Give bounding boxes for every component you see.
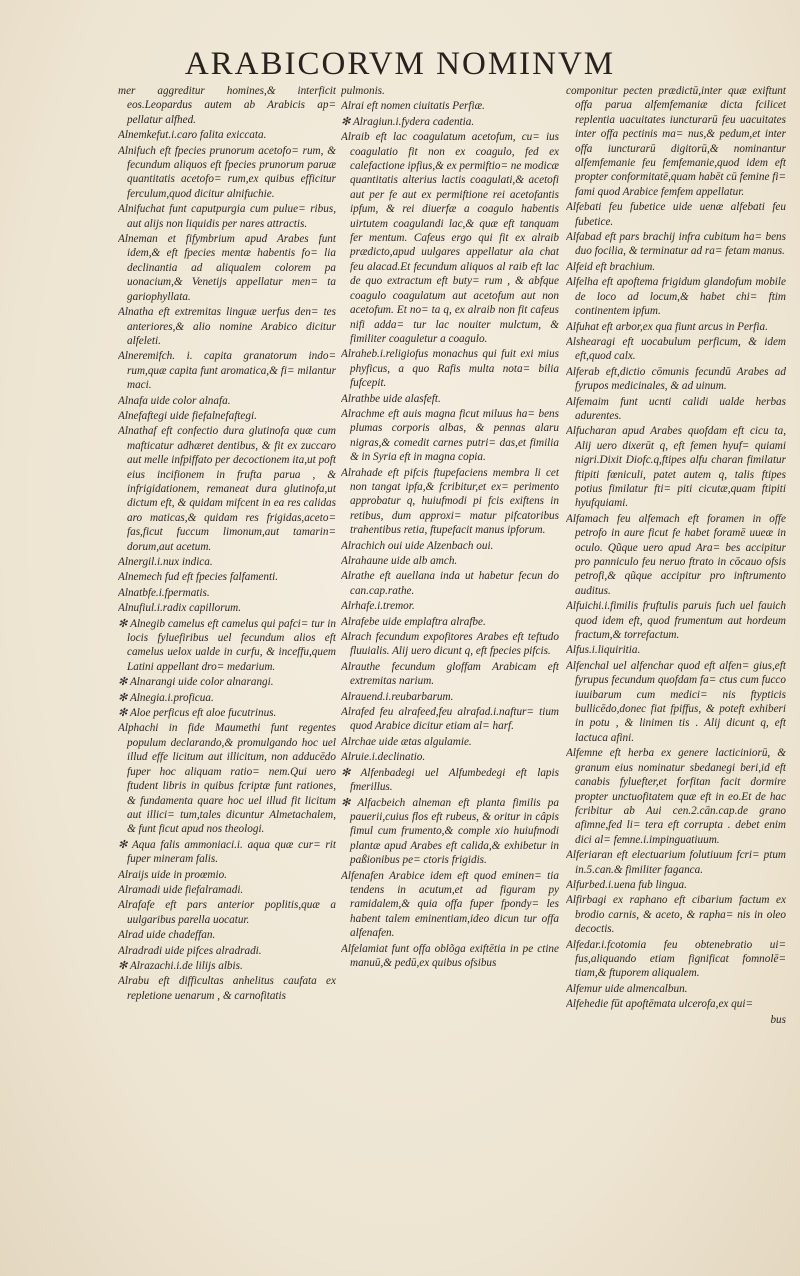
dictionary-entry: Alnemech fud eft fpecies falfamenti.: [118, 571, 278, 584]
dictionary-entry: Alruie.i.declinatio.: [341, 751, 426, 764]
dictionary-entry: Alrafebe uide emplaftra alrafbe.: [341, 615, 486, 628]
dictionary-entry: Alfuichi.i.fimilis fruftulis paruis fuch uel fauich quod idem eft, quod frumentum aut hordeum fractum,& torrefactum.: [566, 600, 786, 642]
dictionary-entry: Alfebati feu fubetice uide uenæ alfebati feu fubetice.: [566, 201, 786, 228]
dictionary-entry: Alfelamiat funt offa oblõga exiftētia in pe ctine manuū,& pedū,ex quibus ofsibus: [341, 942, 559, 969]
dictionary-entry: Alferab eft,dictio cōmunis fecundū Arabes ad fyrupos medicinales, & ad uinum.: [566, 365, 786, 393]
dictionary-entry: ✻ Alrazachi.i.de lilijs albis.: [118, 959, 243, 972]
dictionary-entry: Alraijs uide in proœmio.: [118, 868, 227, 881]
dictionary-entry: Alradradi uide pifces alradradi.: [118, 944, 262, 957]
dictionary-entry: Alfucharan apud Arabes quofdam eft cicu ta, Alij uero dixerūt q, eft femen hyuf= quiami nigri.Dixit Diofc.q,ftipes alfu charan fimilatur ftipiti fœniculi, patet autem q, talis ftipes potius fimilatur fti= piti cicutæ,quam ftipiti hyufquiami.: [566, 425, 786, 510]
dictionary-entry: Alfeid eft brachium.: [566, 260, 656, 273]
dictionary-entry: Alfemur uide almencalbun.: [566, 982, 688, 995]
dictionary-entry: ✻ Alfacbeich alneman eft planta fimilis pa pauerii,cuius flos eft rubeus, & oritur in câpis fimul cum frumento,& comple xio huiufmodi plantæ apud Arabes eft calida,& exhibetur in paßionibus pe= ctoris frigidis.: [341, 796, 559, 867]
dictionary-entry: ✻ Aloe perficus eft aloe fucutrinus.: [118, 707, 277, 720]
dictionary-entry: Alfehedie fūt apoftēmata ulcerofa,ex qui=: [566, 998, 754, 1011]
dictionary-entry: Alnatha eft extremitas linguæ uerfus den= tes anteriores,& alio nomine Arabico dicitur alfeleti.: [118, 306, 336, 347]
dictionary-entry: Alfuhat eft arbor,ex qua fiunt arcus in Perfia.: [566, 320, 768, 333]
dictionary-entry: Alrafed feu alrafeed,feu alrafad.i.naftur= tium quod Arabice dicitur etiam al= harf.: [341, 706, 559, 733]
dictionary-entry: Alrathbe uide alasfeft.: [341, 392, 441, 405]
text-column-middle: [341, 84, 559, 1244]
dictionary-entry: Alphachi in fide Maumethi funt regentes populum declarando,& promulgando hoc uel illud effe licitum aut illicitum, non adducēdo fuper hoc aliquam ratio= nem.Qui uero ftudent libris in quibus fcriptæ funt rationes, & fundamenta quare hoc uel illud fit licitum aut illici= tum,tales dicuntur Almetachalem, & funt ficut apud nos theologi.: [118, 722, 336, 836]
dictionary-entry: Alrachich oui uide Alzenbach oui.: [341, 539, 494, 552]
dictionary-entry: Alrach fecundum expofitores Arabes eft teftudo fluuialis. Alij uero dicunt q, eft fpecies pifcis.: [341, 631, 559, 658]
dictionary-entry: ✻ Alnegia.i.proficua.: [118, 691, 214, 704]
dictionary-entry: Alfenchal uel alfenchar quod eft alfen= gius,eft fyrupus fecundum quofdam fa= ctus cum fucco iuuibarum cum medici= nis ftypticis bullicēdo,donec fiat fpiffus, & poteft exhiberi in potu , & linimen tis . Alij dicunt q, eft lactuca afini.: [566, 659, 786, 744]
dictionary-entry: mer aggreditur homines,& interficit eos.Leopardus autem ab Arabicis ap= pellatur alfhed.: [118, 85, 336, 126]
dictionary-entry: Alrauthe fecundum gloffam Arabicam eft extremitas narium.: [341, 660, 559, 688]
dictionary-entry: Alnifuchat funt caputpurgia cum puluе= ribus, aut alijs non liquidis per nares attractis.: [118, 203, 336, 230]
dictionary-entry: Alfabad eft pars brachij infra cubitum ha= bens duo focilia, & terminatur ad ra= fetam manus.: [566, 231, 786, 258]
dictionary-entry: Alnifuch eft fpecies prunorum acetofo= rum, & fecundum aliquos eft fpecies prunorum paruæ quantitatis acetofo= rum,ex quibus efficitur ferculum,quod dicitur alnifuchie.: [118, 144, 336, 200]
page-title: ARABICORVM NOMINVM: [184, 46, 616, 82]
dictionary-entry: Alfedar.i.fcotomia feu obtenebratio ui= fus,aliquando etiam fignificat fomnolē= tiam,& ftuporem aliqualem.: [566, 938, 786, 980]
dictionary-entry: Alfemne eft herba ex genere lacticiniorū, & granum eius nominatur sbedanegi beri,id eft canabis fyluefter,et forfitan facit dormire propter unctuofitatem quæ eft in eo.Et de hac fcribitur ab Aui cen.2.cān.cap.de grano afimne,fed li= tera eft corrupta . debet enim dici al= femne.i.impinguatiuum.: [566, 747, 786, 846]
dictionary-entry: Alfemaim funt ucnti calidi ualde herbas adurentes.: [566, 395, 786, 422]
dictionary-entry: Alnufiul.i.radix capillorum.: [118, 602, 242, 615]
dictionary-entry: Alrad uide chadeffan.: [118, 929, 216, 942]
text-column-right: [566, 84, 786, 1244]
dictionary-entry: Alfirbagi ex raphano eft cibarium factum ex brodio carnis, & aceto, & rapha= nis in oleo decoctis.: [566, 894, 786, 936]
dictionary-entry: ✻ Aqua falis ammoniaci.i. aqua quæ cur= rit fuper mineram falis.: [118, 838, 336, 866]
dictionary-entry: Alrchae uide ætas algulamie.: [341, 735, 472, 748]
dictionary-entry: ✻ Alnegib camelus eft camelus qui pafci= tur in locis fyluefiribus uel fecundum alios eft camelus uelox ualde in curfu, & inceffu,quem Latini appellant dro= medarium.: [118, 617, 336, 673]
dictionary-entry: Alrathe eft auellana inda ut habetur fecun do can.cap.rathe.: [341, 570, 559, 597]
dictionary-entry: componitur pecten prædictū,inter quæ exiftunt offa parua alfemfemaniæ dicta fcilicet replentia uacuitates iuncturarū feu uacuitates inter offa pectinis ma= nus,& pedum,et inter offa iuncturarū digitorū,& nominantur alfemfemanie feu femfemanie,quod idem eft propter conformitatē,quam habēt cū femine fi= fami quod Arabice femfem appellatur.: [566, 85, 786, 198]
dictionary-entry: Alferiaran eft electuarium folutiuum fcri= ptum in.5.can.& fimiliter fagaпca.: [566, 849, 786, 876]
dictionary-entry: Alrachme eft auis magna ficut miluus ha= bens plumas corporis albas, & pennas alaru nigras,& comedit carnes putri= das,et fimilia & in Syria eft in magna copia.: [341, 407, 559, 464]
dictionary-entry: Alfelha eft apoftema frigidum glandofum mobile de loco ad locum,& habet chi= ftim continentem ipfum.: [566, 276, 786, 318]
dictionary-entry: Alrahaune uide alb amch.: [341, 555, 458, 567]
dictionary-entry: Alnathaf eft confectio dura glutinofa quæ cum mafticatur adhæret dentibus, & fit ex zuccaro aut melle infpiffato per decoctionem ita,ut poft eius incifionem in frufta parua , & infrigidationem, remaneat dura glutinofa,ut dictum eft, & quidam mifcent in ea res calidas aro maticas,& quidam res frigidas,aceto= fas,ficut fuccum limonum,aut tamarin= dorum,aut acetum.: [118, 425, 336, 553]
dictionary-entry: Alraheb.i.religiofus monachus qui fuit exi mius phyficus, a quo Rafis multa nota= bilia fufcepit.: [341, 348, 559, 390]
dictionary-entry: Alfamach feu alfemach eft foramen in offe petrofo in aure ficut fe habet foramē uueæ in oculo. Qũque uero apud Ara= bes accipitur pro panniculo feu neruo ftrato in cōcauo ofsis petrofi,& qũque accipitur pro inftrumento auditus.: [566, 512, 786, 597]
dictionary-entry: Alnatbfe.i.fpermatis.: [118, 586, 210, 599]
dictionary-entry: ✻ Alnarangi uide color alnarangi.: [118, 676, 274, 689]
dictionary-entry: Alrai eft nomen ciuitatis Perfiæ.: [341, 100, 485, 113]
dictionary-entry: ✻ Alfenbadegi uel Alfumbedegi eft lapis fmerillus.: [341, 766, 559, 794]
dictionary-entry: Alrabu eft difficultas anhelitus caufata ex repletione uenarum , & carnofitatis: [118, 975, 336, 1002]
dictionary-entry: Alfenafen Arabice idem eft quod eminen= tia tendens in acutum,et ad figuram py ramidalem,& quia offa fuper fpondy= les habent talem eminentiam,ideo dicun tur offa alfenafen.: [341, 869, 559, 940]
dictionary-entry: Alfus.i.liquiritia.: [566, 644, 641, 657]
catchword: bus: [770, 1013, 786, 1026]
dictionary-entry: Alrhafe.i.tremor.: [341, 600, 415, 613]
text-column-left: [118, 84, 336, 1244]
dictionary-entry: Alnemkefut.i.caro falita exiccata.: [118, 129, 267, 142]
dictionary-entry: ✻ Alragiun.i.fydera cadentia.: [341, 115, 475, 128]
dictionary-entry: Alneremifch. i. capita granatorum indo= rum,quæ capita funt aromatica,& fi= milantur maci.: [118, 350, 336, 392]
dictionary-entry: Alshearagi eft uocabulum perficum, & idem eft,quod calx.: [566, 335, 786, 363]
dictionary-entry: Alneman et fifymbrium apud Arabes funt idem,& eft fpecies mentæ habentis fo= lia declinantia ad aliqualem colorem pa uonacium,& Venetijs appellatur men= ta gariophyllata.: [118, 233, 336, 303]
dictionary-entry: Alfurbed.i.uena fub lingua.: [566, 878, 687, 891]
dictionary-entry: Alnergil.i.nux indica.: [118, 556, 213, 568]
dictionary-entry: Alnafa uide color alnafa.: [118, 394, 231, 407]
dictionary-entry: Alraib eft lac coagulatum acetofum, cu= ius coagulatio fit non ex coagulo, fed ex calefactione ipfius,& ex permiftio= ne modicæ quantitatis alterius lactis coagulati,& acetofi aut per fe aut ex permiftione rei acetofantis ipfum, & rei diuerfæ a coagulo habentis uirtutem coagulandi lac,& quæ eft tanquam fer mentum. Cafeus ergo qui fit ex alraib prædicto,apud uulgares appellatur ala chat feu alacad.Et fecundum aliquos al raib eft lac de quo extractum eft buty= rum , & abfque coagulo coagulatum aut acetofum aut non acetofum. Et no= ta q, ex alraib non fit cafeus nifi adda= tur lac nouiter mulctum, & fimiliter coaguletur a coagulo.: [341, 131, 559, 345]
dictionary-entry: Alramadi uide fiefalramadi.: [118, 883, 244, 896]
dictionary-entry: Alrafafe eft pars anterior poplitis,quæ a uulgaribus parella uocatur.: [118, 899, 336, 926]
dictionary-entry: Alnefaftegi uide fiefalnefaftegi.: [118, 409, 257, 422]
dictionary-entry: pulmonis.: [341, 85, 385, 97]
dictionary-entry: Alrauend.i.reubarbarum.: [341, 690, 454, 703]
dictionary-entry: Alrahade eft pifcis ftupefaciens membra li cet non tangat ipfa,& fcribitur,et ex= perimento approbatur q, huiufmodi pi fcis exiftens in retibus, dum approxi= matur pifcatoribus trahentibus retia, ftupefacit manus ipforum.: [341, 466, 559, 537]
